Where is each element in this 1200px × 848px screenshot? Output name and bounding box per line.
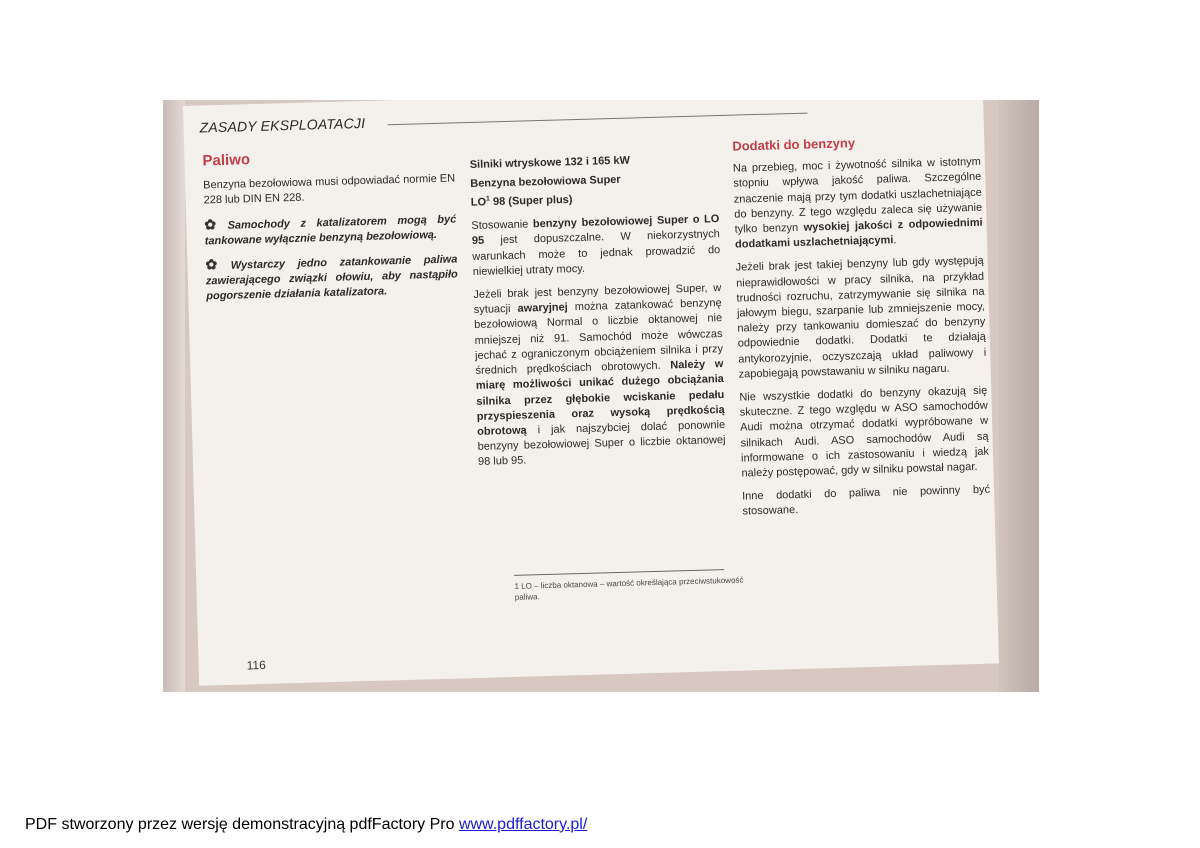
text-run: można zatankować benzynę bezołowiową Normal o liczbie oktanowej nie mniejszej niż 91. Samochód może wówczas jechać z ograniczonym obciążeniem silnika i przy średnich prędkościach obrotowych. <box>474 297 724 378</box>
lo95-paragraph <box>471 212 721 280</box>
footnote-marker: 1 <box>485 195 491 203</box>
column-fuel <box>202 146 458 313</box>
flower-warning-icon: ✿ <box>204 215 224 233</box>
lead-warning-text: Wystarczy jedno zatankowanie paliwa zawierającego związki ołowiu, aby nastąpiło pogorszenie działania katalizatora. <box>205 253 458 303</box>
catalyst-warning-text: Samochody z katalizatorem mogą być tankowane wyłącznie benzyną bezołowiową. <box>204 213 457 248</box>
additives-paragraph-3: Nie wszystkie dodatki do benzyny okazują się skuteczne. Z tego względu w ASO samochodów Audi można otrzymać dodatki wypróbowane w silnikach Audi. ASO samochodów Audi są informowane o ich zastosowaniu i wiedzą jak należy postępować, gdy w silniku powstał nagar. <box>739 384 990 480</box>
super-plus-label: 98 (Super plus) <box>489 194 573 209</box>
text-run-bold: wysokiej jakości z odpowiednimi dodatkami uszlachetniającymi <box>734 216 983 251</box>
text-run: Stosowanie <box>471 218 534 233</box>
emergency-paragraph <box>473 281 726 470</box>
page-shadow-left <box>163 100 185 692</box>
pdffactory-link[interactable]: www.pdffactory.pl/ <box>458 816 588 833</box>
lead-warning <box>205 250 458 305</box>
text-run-bold: awaryjnej <box>517 301 568 316</box>
flower-warning-icon: ✿ <box>205 255 227 273</box>
text-run: i jak najszybciej dolać ponownie benzyny bezołowiowej Super o liczbie oktanowej 98 lub 95. <box>477 418 726 469</box>
pdf-footer-text: PDF stworzony przez wersję demonstracyjną pdfFactory Pro <box>25 816 459 833</box>
page-number: 116 <box>246 657 266 673</box>
column-injection-engines <box>470 151 727 478</box>
text-run: . <box>893 234 897 247</box>
fuel-paragraph: Benzyna bezołowiowa musi odpowiadać normie EN 228 lub DIN EN 228. <box>203 172 456 207</box>
text-run-bold: Należy w miarę możliwości unikać dużego obciążania silnika przez głębokie wciskanie pedału przyspieszenia oraz wysoką prędkością obrotową <box>475 358 725 438</box>
lo-label: LO <box>470 196 487 210</box>
text-run-bold: benzyny bezołowiowej Super o LO 95 <box>471 213 720 248</box>
page-shadow-right <box>999 100 1039 692</box>
super-heading: Benzyna bezołowiowa Super <box>470 174 621 191</box>
footnote: 1 LO – liczba oktanowa – wartość określająca przeciwstukowość paliwa. <box>514 575 744 602</box>
column-additives <box>732 132 991 528</box>
additives-paragraph-4: Inne dodatki do paliwa nie powinny być stosowane. <box>741 483 991 519</box>
text-run: jest dopuszczalne. W niekorzystnych warunkach może to jednak prowadzić do niewielkiej utraty mocy. <box>472 228 721 278</box>
engines-heading: Silniki wtryskowe 132 i 165 kW <box>469 154 631 172</box>
manual-page <box>183 100 999 686</box>
section-header: ZASADY EKSPLOATACJI <box>199 114 366 136</box>
footnote-rule <box>514 569 724 576</box>
pdf-footer <box>25 816 587 834</box>
additives-paragraph-2: Jeżeli brak jest takiej benzyny lub gdy występują nieprawidłowości w pracy silnika, na przykład trudności rozruchu, zatrzymywanie się silnika na jałowym biegu, szarpanie lub zmniejszenie mocy, należy przy tankowaniu domieszać do benzyny odpowiednie dodatki. Dodatki te działają antykorozyjnie, oczyszczają układ paliwowy i zapobiegają powstawaniu w silniku nagaru. <box>735 255 987 381</box>
additives-title: Dodatki do benzyny <box>732 135 856 154</box>
text-run: Jeżeli brak jest benzyny bezołowiowej Super, w sytuacji <box>473 282 722 317</box>
additives-paragraph-1 <box>733 155 983 253</box>
catalyst-warning <box>204 210 457 249</box>
fuel-title: Paliwo <box>202 151 251 170</box>
scanned-page <box>163 100 1039 692</box>
text-run: Na przebieg, moc i żywotność silnika w istotnym stopniu wpływa jakość paliwa. Szczególne znaczenie mają przy tym dodatki uszlachetniające do benzyny. Z tego względu zaleca się używanie tylko benzyn <box>732 155 983 236</box>
header-rule <box>388 113 808 126</box>
